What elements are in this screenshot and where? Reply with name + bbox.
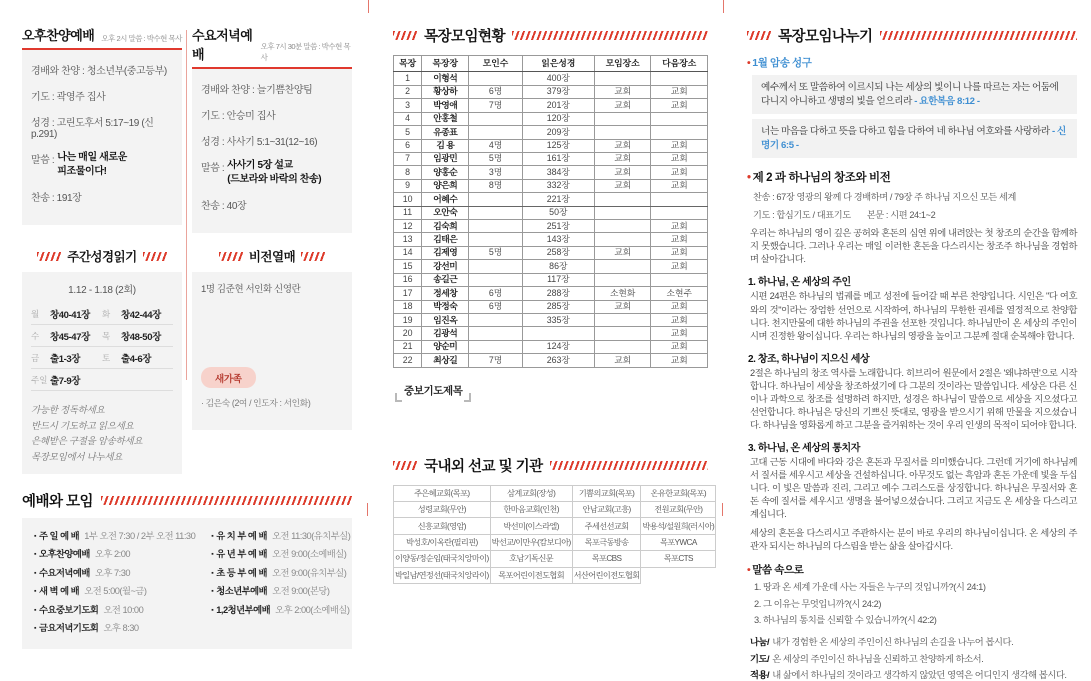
question-line: 2. 그 이유는 무엇입니까?(시 24:2) xyxy=(754,598,882,609)
verse-reference: - 신명기 6:5 - xyxy=(761,126,1066,151)
reading-period: 1.12 - 1.18 (2회) xyxy=(68,285,136,296)
table-row: 5 유종표 209장 xyxy=(394,126,708,139)
reading-row: 월 창40-41장 화 창42-44장 xyxy=(31,303,173,325)
questions-list xyxy=(747,579,1077,626)
hatch-decoration xyxy=(550,461,708,470)
meetings-box xyxy=(22,518,352,649)
hatch-decoration xyxy=(880,31,1077,40)
table-row: 3 박영애 7명 201장 교회 교회 xyxy=(394,99,708,112)
table-row: 14 김제영 5명 258장 교회 교회 xyxy=(394,246,708,259)
section-body: 시편 24편은 하나님의 법궤를 메고 성전에 들어갈 때 부른 찬양입니다. 시인은 "다 여호와의 것"이라는 장엄한 선언으로 시작하여, 하나님의 무한한 권세를 열정적으로 찬양합니다. 천지만물에 대한 하나님의 주권을 선포한 것입니다. 하나님만이 온 세상의 주인이시며 진정한 왕이십니다. 우리는 하나님의 영광을 높이고 그분께 절대 순복해야 합니다. xyxy=(750,291,1077,341)
scripture-line: 성경 : 고린도후서 5:17~19 (신p.291) xyxy=(31,118,154,140)
hatch-decoration xyxy=(101,496,352,505)
lesson-section xyxy=(747,439,1077,521)
intercessory-prayer-label: 중보기도제목 xyxy=(395,383,471,402)
memory-verse-2 xyxy=(752,119,1077,158)
table-body xyxy=(394,72,708,367)
table-row: 신흥교회(영암) 박선미(이스라엘) 주세선선교회 박용석/설원희(러시아) xyxy=(394,518,716,534)
vision-names: 1명 김준현 서인화 신영란 xyxy=(201,284,301,295)
meeting-item: ▪ 1,2청년부예배 오후 2:00(소예배실) xyxy=(211,602,350,616)
lesson-section xyxy=(747,273,1077,342)
meeting-item: ▪ 주 일 예 배 1부 오전 7:30 / 2부 오전 11:30 xyxy=(34,528,195,542)
scripture-line: 성경 : 사사기 5:1~31(12~16) xyxy=(201,137,318,148)
question-line: 3. 하나님의 통치를 신뢰할 수 있습니까?(시 42:2) xyxy=(754,615,937,626)
worship-line: 경배와 찬양 : 늘기쁨찬양팀 xyxy=(201,85,313,96)
meeting-item: ▪ 청소년부예배 오전 9:00(본당) xyxy=(211,583,350,597)
col-header: 모인수 xyxy=(469,56,522,72)
meeting-item: ▪ 유 년 부 예 배 오전 9:00(소예배실) xyxy=(211,546,350,560)
table-row: 2 황상하 6명 379장 교회 교회 xyxy=(394,85,708,98)
meeting-item: ▪ 초 등 부 예 배 오전 9:00(유치부실) xyxy=(211,565,350,579)
service-header xyxy=(22,25,182,50)
mission-table-body xyxy=(394,485,716,583)
hatch-decoration xyxy=(747,31,771,40)
table-row: 20 김광석 교회 xyxy=(394,327,708,340)
service-box xyxy=(22,50,182,225)
service-title: 오후찬양예배 xyxy=(22,28,95,43)
section-heading: 1. 하나님, 온 세상의 주인 xyxy=(748,277,851,289)
table-row: 10 어혜수 221장 xyxy=(394,193,708,206)
table-row: 22 최상길 7명 263장 교회 교회 xyxy=(394,354,708,367)
table-row: 16 송길근 117장 xyxy=(394,273,708,286)
note-line: 은혜받은 구절을 암송하세요 xyxy=(31,436,143,448)
col-header: 목장 xyxy=(394,56,422,72)
message-line xyxy=(31,151,173,178)
table-row: 박일남/연정선(태국치앙라이) 목포어린이전도협회 서산어린이전도협회 xyxy=(394,567,716,583)
section-heading: 2. 창조, 하나님이 지으신 세상 xyxy=(748,353,870,365)
fold-mark-bottom-left xyxy=(367,503,368,516)
section-body: 고대 근동 시대에 바다와 강은 혼돈과 무질서를 의미했습니다. 그런데 거기에 하나님께서 질서를 세우시고 세상을 건설하십니다. 아무것도 없는 흑암과 혼돈 가운데 빛을 두십니다. 이 빛은 말씀과 진리, 그리고 예수 그리스도를 상징합니다. 하나님은 무질서와 혼돈 속에 질서를 세우시고 생명을 불어넣으셨습니다. 그리고 지금도 온 세상을 다스리고 계십니다. xyxy=(750,456,1077,519)
service-subtitle: 오후 7시 30분 말씀 : 박수현 목사 xyxy=(260,42,351,62)
table-row: 15 강선미 86장 교회 xyxy=(394,260,708,273)
weekly-bible-reading xyxy=(22,247,182,474)
vision-box xyxy=(192,272,352,430)
table-header xyxy=(394,56,708,72)
service-subtitle: 오후 2시 말씀 : 박수현 목사 xyxy=(101,34,182,43)
note-line: 반드시 기도하고 읽으세요 xyxy=(31,420,134,432)
table-row: 성령교회(무안) 한마음교회(인천) 안남교회(고흥) 전원교회(무안) xyxy=(394,502,716,518)
table-row: 6 김 용 4명 125장 교회 교회 xyxy=(394,139,708,152)
lesson-intro: 우리는 하나님의 영이 깊은 공허와 혼돈의 심연 위에 내려앉는 첫 창조의 순간을 함께하지 못했습니다. 그러나 우리는 매일 이러한 혼돈을 다스리시는 창조주 하나님을 경험하며 살아갑니다. xyxy=(750,228,1077,265)
table-row: 12 김숙희 251장 교회 xyxy=(394,220,708,233)
practice-line: 기도/ 온 세상의 주인이신 하나님을 신뢰하고 찬양하게 하소서. xyxy=(750,653,984,664)
lesson-sections xyxy=(747,273,1077,520)
into-the-word-title: • 말씀 속으로 xyxy=(747,562,1077,577)
reading-row-sunday: 주일 출7-9장 xyxy=(31,369,173,391)
section-title: 비전열매 xyxy=(192,247,352,265)
verse-text: 너는 마음을 다하고 뜻을 다하고 힘을 다하여 네 하나님 여호와를 사랑하라 xyxy=(761,126,1050,138)
table-row: 11 오안숙 50장 xyxy=(394,206,708,219)
practice-line: 적용/ 내 삶에서 하나님의 것이라고 생각하지 않았던 영역은 어디인지 생각해 봅시다. xyxy=(750,670,1067,681)
table-row: 9 양은희 8명 332장 교회 교회 xyxy=(394,179,708,192)
practice-line: 나눔/ 내가 경험한 온 세상의 주인이신 하나님의 손길을 나누어 봅시다. xyxy=(750,637,1014,648)
sharing-header xyxy=(747,25,1077,46)
mission-header xyxy=(393,455,708,476)
mission-table xyxy=(393,485,716,584)
verse-text: 예수께서 또 말씀하여 이르시되 나는 세상의 빛이니 나를 따르는 자는 어둠에 다니지 아니하고 생명의 빛을 얻으리라 xyxy=(761,82,1059,107)
hatch-decoration xyxy=(143,252,167,261)
lesson-hymn-line: 찬송 : 67장 영광의 왕께 다 경배하며 / 79장 주 하나님 지으신 모든 세계 xyxy=(753,192,1017,203)
question-line: 1. 땅과 온 세계 가운데 사는 자들은 누구의 것입니까?(시 24:1) xyxy=(754,582,986,593)
left-panel xyxy=(22,0,352,649)
table-row: 8 양홍순 3명 384장 교회 교회 xyxy=(394,166,708,179)
hatch-decoration xyxy=(301,252,325,261)
table-row: 박성호/이옥란(필리핀) 박선교/이만우(캄보디아) 목포극동방송 목포YWCA xyxy=(394,534,716,550)
meeting-item: ▪ 수요저녁예배 오후 7:30 xyxy=(34,565,195,579)
meetings-left-column xyxy=(34,528,195,639)
worship-line: 경배와 찬양 : 청소년부(중고등부) xyxy=(31,66,167,77)
col-header: 읽은성경 xyxy=(522,56,594,72)
reading-notes xyxy=(31,403,173,466)
table-row: 이양동/정순임(태국치앙마이) 호남기독신문 목포CBS 목포CTS xyxy=(394,551,716,567)
wednesday-evening-service xyxy=(192,25,352,233)
reading-row: 수 창45-47장 목 창48-50장 xyxy=(31,325,173,347)
table-row: 13 김태은 143장 교회 xyxy=(394,233,708,246)
meetings-right-column xyxy=(211,528,350,639)
hatch-decoration xyxy=(512,31,708,40)
fold-mark-top-left xyxy=(368,0,369,13)
reading-row: 금 출1-3장 토 출4-6장 xyxy=(31,347,173,369)
meetings-title: 예배와 모임 xyxy=(22,493,94,510)
lesson-section xyxy=(747,350,1077,432)
message-text: 사사기 5장 설교 (드보라와 바락의 찬송) xyxy=(227,160,322,185)
hymn-line: 찬송 : 40장 xyxy=(201,201,247,212)
message-line xyxy=(201,159,343,186)
memory-verse-title: • 1월 암송 성구 xyxy=(747,55,1077,70)
table-row: 18 박정숙 6명 285장 교회 교회 xyxy=(394,300,708,313)
hatch-decoration xyxy=(393,31,417,40)
table-row: 주은혜교회(목포) 삼계교회(장성) 기쁨의교회(목포) 온유한교회(목포) xyxy=(394,485,716,501)
reading-vision-row xyxy=(22,247,352,474)
reading-box xyxy=(22,272,182,474)
table-row: 21 양순미 124장 교회 xyxy=(394,340,708,353)
meeting-item: ▪ 오후찬양예배 오후 2:00 xyxy=(34,546,195,560)
hatch-decoration xyxy=(393,461,417,470)
table-row: 17 정세창 6명 288장 소현화 소현주 xyxy=(394,287,708,300)
hymn-line: 찬송 : 191장 xyxy=(31,193,82,204)
hatch-decoration xyxy=(37,252,61,261)
practices-list xyxy=(747,634,1077,681)
meeting-item: ▪ 유 치 부 예 배 오전 11:30(유치부실) xyxy=(211,528,350,542)
col-header: 다음장소 xyxy=(651,56,708,72)
service-box xyxy=(192,69,352,233)
meeting-item: ▪ 새 벽 예 배 오전 5:00(월~금) xyxy=(34,583,195,597)
sharing-title: 목장모임나누기 xyxy=(778,29,873,45)
meetings-header xyxy=(22,490,352,511)
note-line: 목장모임에서 나누세요 xyxy=(31,452,123,464)
mokjang-title: 목장모임현황 xyxy=(424,29,506,45)
meeting-item: ▪ 금요저녁기도회 오후 8:30 xyxy=(34,620,195,634)
mokjang-header xyxy=(393,25,708,46)
mokjang-status-table xyxy=(393,55,708,368)
verse-reference: - 요한복음 8:12 - xyxy=(914,95,980,107)
table-row: 1 이형석 400장 xyxy=(394,72,708,85)
section-title: 주간성경읽기 xyxy=(22,247,182,265)
memory-verse-1 xyxy=(752,75,1077,114)
service-header xyxy=(192,25,352,69)
service-row xyxy=(22,25,352,233)
note-line: 가능한 정독하세요 xyxy=(31,405,105,416)
section-body: 2절은 하나님의 창조 역사를 노래합니다. 히브리어 원문에서 2절은 '왜냐하면'으로 시작합니다. 하나님이 세상을 창조하셨기에 다 그분의 것이라는 말씀입니다. 세상은 다른 신이나 과학으로 창조를 설명하려 하지만, 성경은 하나님이 말씀으로 세상을 지으셨다고 선언합니다. 하나님은 당신의 기쁘신 뜻대로, 영광을 받으시기 위해 만물을 지으셨습니다. 하나님을 영화롭게 하고 그분을 즐거워하는 것이 우리 인생의 목적이 되어야 합니다. xyxy=(750,367,1077,430)
middle-panel xyxy=(393,0,715,584)
right-panel xyxy=(747,0,1077,681)
col-header: 모임장소 xyxy=(594,56,651,72)
new-family-badge: 새가족 xyxy=(201,367,256,388)
vision-fruit xyxy=(192,247,352,474)
meeting-item: ▪ 수요중보기도회 오전 10:00 xyxy=(34,602,195,616)
prayer-line: 기도 : 안승미 집사 xyxy=(201,111,276,122)
lesson-closing: 세상의 혼돈을 다스리시고 주관하시는 분이 바로 우리의 하나님이십니다. 온 세상의 주관자 되시는 하나님의 다스림을 받는 삶을 살아갑시다. xyxy=(750,527,1077,551)
section-heading: 3. 하나님, 온 세상의 통치자 xyxy=(748,442,861,454)
service-title: 수요저녁예배 xyxy=(192,28,253,62)
table-row: 19 임진옥 335장 교회 xyxy=(394,314,708,327)
table-row: 4 안홍철 120장 xyxy=(394,112,708,125)
new-family-line: · 김은숙 (2여 / 인도자 : 서인화) xyxy=(201,398,311,408)
prayer-line: 기도 : 곽영주 집사 xyxy=(31,92,106,103)
message-text: 나는 매일 새로운 피조물이다! xyxy=(57,152,127,177)
table-row: 7 임광민 5명 161장 교회 교회 xyxy=(394,152,708,165)
message-label: 말씀 : xyxy=(31,155,55,166)
afternoon-praise-service xyxy=(22,25,182,233)
col-header: 목장장 xyxy=(422,56,469,72)
message-label: 말씀 : xyxy=(201,163,225,174)
fold-mark-bottom-right xyxy=(722,503,723,516)
hatch-decoration xyxy=(219,252,243,261)
lesson-prayer-line: 기도 : 합심기도 / 대표기도 본문 : 시편 24:1~2 xyxy=(753,210,936,221)
mission-title: 국내외 선교 및 기관 xyxy=(424,458,543,475)
fold-mark-top-right xyxy=(723,0,724,13)
lesson-text-line: 본문 : 시편 24:1~2 xyxy=(866,210,936,221)
lesson-title: • 제 2 과 하나님의 창조와 비전 xyxy=(747,169,1077,185)
